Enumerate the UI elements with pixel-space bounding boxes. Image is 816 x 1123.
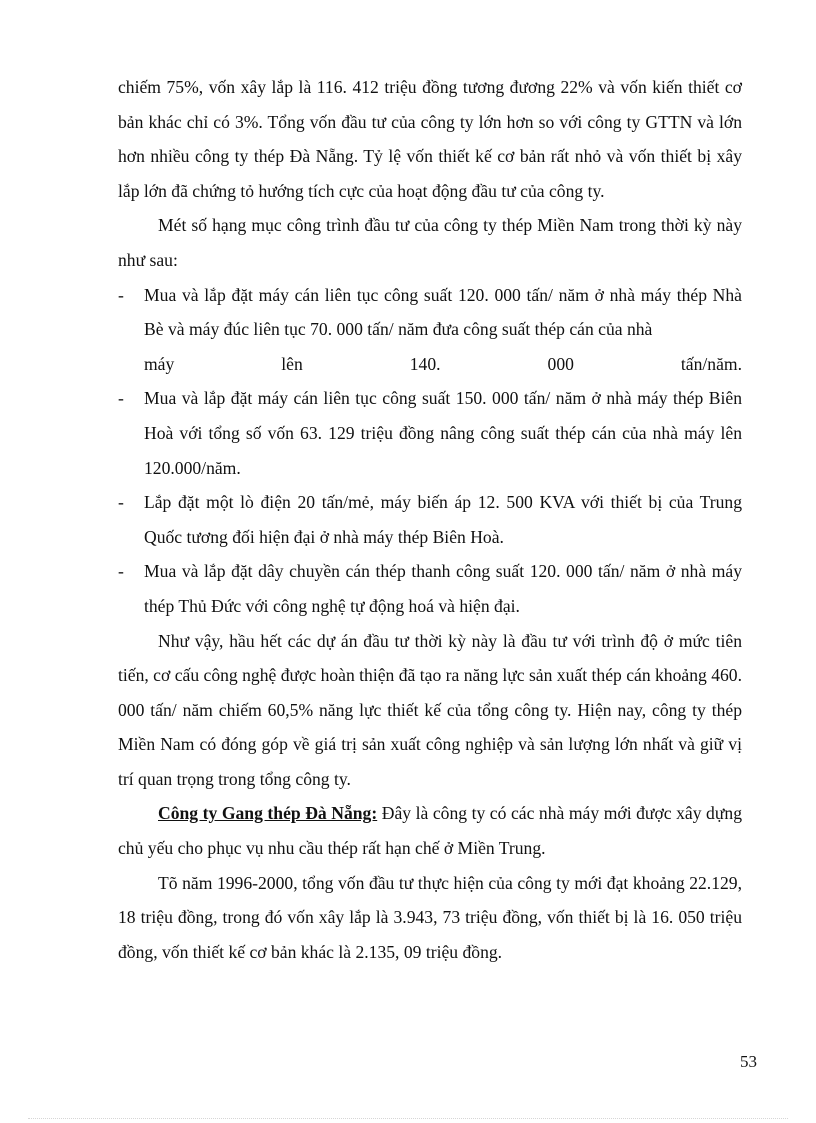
paragraph-da-nang-company: [118, 796, 742, 865]
section-heading-da-nang: Công ty Gang thép Đà Nẵng:: [158, 803, 378, 824]
footer-divider: [28, 1118, 788, 1119]
bullet-text: Lắp đặt một lò điện 20 tấn/mẻ, máy biến áp 12. 500 KVA với thiết bị của Trung Quốc tương đối hiện đại ở nhà máy thép Biên Hoà.: [144, 492, 742, 547]
bullet-text: Mua và lắp đặt máy cán liên tục công suất 120. 000 tấn/ năm ở nhà máy thép Nhà Bè và máy đúc liên tục 70. 000 tấn/ năm đưa công suất thép cán của nhà: [144, 284, 742, 340]
bullet-marker: -: [118, 284, 124, 305]
bullet-text: Mua và lắp đặt dây chuyền cán thép thanh công suất 120. 000 tấn/ năm ở nhà máy thép Thủ Đức với công nghệ tự động hoá và hiện đại.: [144, 561, 742, 616]
paragraph-project-intro: Mét số hạng mục công trình đầu tư của công ty thép Miền Nam trong thời kỳ này như sau:: [118, 215, 742, 270]
paragraph-da-nang-investment: Tõ năm 1996-2000, tổng vốn đầu tư thực hiện của công ty mới đạt khoảng 22.129, 18 triệu đồng, trong đó vốn xây lắp là 3.943, 73 triệu đồng, vốn thiết bị là 16. 050 triệu đồng, vốn thiết kế cơ bản khác là 2.135, 09 triệu đồng.: [118, 872, 742, 962]
bullet-item-electric-furnace: [118, 485, 742, 554]
paragraph-investment-share: chiếm 75%, vốn xây lắp là 116. 412 triệu đồng tương đương 22% và vốn kiến thiết cơ bản khác chỉ có 3%. Tổng vốn đầu tư của công ty lớn hơn so với công ty GTTN và lớn hơn nhiều công ty thép Đà Nẵng. Tỷ lệ vốn thiết kế cơ bản rất nhỏ và vốn thiết bị xây lắp lớn đã chứng tỏ hướng tích cực của hoạt động đầu tư của công ty.: [118, 77, 742, 201]
bullet-item-thu-duc: [118, 554, 742, 623]
bullet-text: Mua và lắp đặt máy cán liên tục công suất 150. 000 tấn/ năm ở nhà máy thép Biên Hoà với tổng số vốn 63. 129 triệu đồng nâng công suất thép cán của nhà máy lên 120.000/năm.: [144, 388, 742, 478]
document-page: [118, 70, 742, 969]
bullet-item-bien-hoa-rolling: [118, 381, 742, 485]
paragraph-da-nang-body: Đây là công ty có các nhà máy mới được xây dựng chủ yếu cho phục vụ nhu cầu thép rất hạn chế ở Miền Trung.: [118, 803, 742, 859]
bullet-marker: -: [118, 561, 124, 582]
paragraph-capacity-summary: Như vậy, hầu hết các dự án đầu tư thời kỳ này là đầu tư với trình độ ở mức tiên tiến, cơ cấu công nghệ được hoàn thiện đã tạo ra năng lực sản xuất thép cán khoảng 460. 000 tấn/ năm chiếm 60,5% năng lực thiết kế của tổng công ty. Hiện nay, công ty thép Miền Nam có đóng góp về giá trị sản xuất công nghiệp và sản lượng lớn nhất và giữ vị trí quan trọng trong tổng công ty.: [118, 630, 742, 789]
bullet-text-tail: máy lên 140. 000 tấn/năm.: [144, 353, 742, 374]
bullet-marker: -: [118, 388, 124, 409]
page-number: 53: [740, 1052, 757, 1071]
bullet-marker: -: [118, 492, 124, 513]
bullet-item-nha-be: [118, 278, 742, 382]
